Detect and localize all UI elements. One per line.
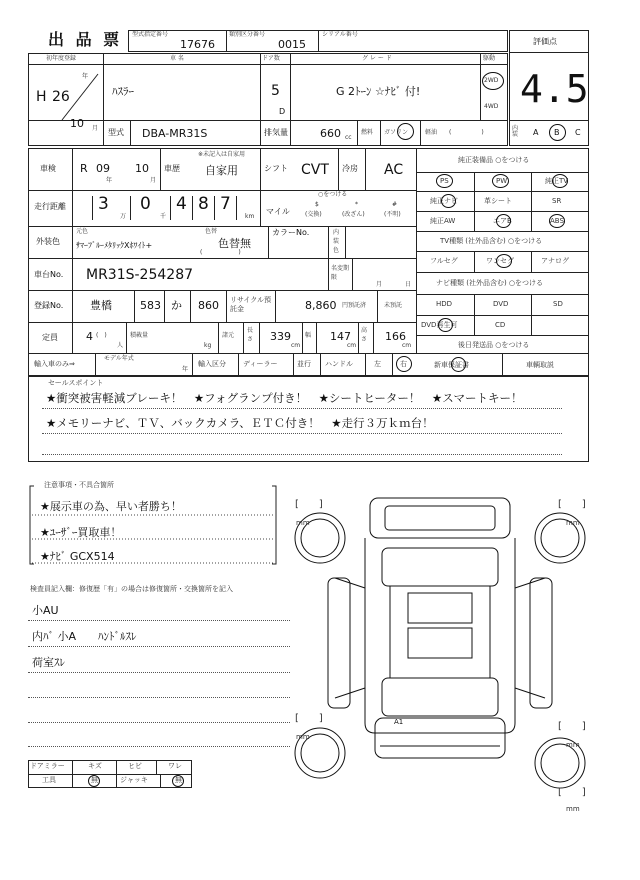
eq-sr: SR — [552, 197, 562, 205]
type-label: 型式 — [108, 128, 124, 137]
grade: G 2ﾄｰﾝ ☆ﾅﾋﾞ 付! — [336, 85, 421, 98]
legend-break: ワレ — [168, 762, 182, 770]
eq-dvd-play: DVD再生可 — [421, 321, 458, 329]
recycle-status: 未預託 — [384, 302, 403, 309]
displacement-label: 排気量 — [264, 128, 288, 137]
mark-a1: A1 — [394, 718, 404, 726]
chassis: MR31S-254287 — [86, 267, 194, 283]
fuel-paren: ( ) — [449, 129, 484, 136]
month-unit: 月 — [92, 125, 99, 132]
usage-note: ※未記入は自家用 — [198, 151, 246, 158]
sales-line2: ★メモリーナビ、ＴＶ、バックカメラ、ＥＴＣ付き！ ★走行３万ｋｍ台！ — [46, 416, 434, 430]
mm-fl: mm — [296, 519, 310, 527]
mileage-d4: 8 — [198, 194, 209, 214]
eq-ps-circle — [436, 174, 453, 188]
eq-abs: ABS — [550, 217, 564, 225]
interior-color-label: 内装色 — [333, 229, 340, 254]
bracket-rr: [ ] — [558, 721, 586, 732]
eq-dvd-play-circle — [438, 318, 453, 332]
serial-label: シリアル番号 — [322, 31, 358, 38]
mm-spare: mm — [566, 805, 580, 813]
recycle-label: リサイクル預託金 — [230, 296, 272, 313]
interior-label: 内装 — [512, 125, 519, 138]
legend-crack: ヒビ — [128, 762, 142, 770]
inspector-line1: 小AU — [32, 604, 59, 617]
exch-sym: $ — [315, 201, 319, 208]
score-value: 4.5 — [520, 67, 589, 111]
doors-label: ドア数 — [262, 55, 280, 62]
car-name: ﾊｽﾗｰ — [112, 85, 134, 98]
circle-note: ○をつける — [318, 191, 348, 198]
mm-fr: mm — [566, 519, 580, 527]
inspect-year: 09 — [96, 162, 110, 175]
drive-2wd: 2WD — [484, 77, 499, 84]
recycle-unit: 円預託済 — [342, 302, 367, 309]
hei-label: 高さ — [361, 327, 368, 343]
mile: マイル — [266, 207, 290, 216]
capacity-paren: ( ) — [96, 332, 107, 339]
fuel-gas-circle — [397, 123, 414, 140]
legend-tools-circle — [88, 775, 100, 787]
eq-airbag-circle — [496, 214, 511, 228]
eq-record: 車輌取説 — [526, 361, 554, 369]
eq-manual: 新車保証書 — [434, 361, 469, 369]
class-no-label: 類別区分番号 — [229, 31, 266, 38]
import-label: 輸入車のみ⇒ — [34, 360, 75, 368]
unk-sym: # — [392, 201, 398, 208]
color-original: ｻﾏｰﾌﾞﾙｰﾒﾀﾘｯｸXﾎﾜｲﾄ+ — [76, 241, 153, 250]
recycle-amount: 8,860 — [305, 299, 337, 312]
door-type: D — [279, 107, 286, 116]
handle-right-circle — [396, 356, 412, 372]
shift-label: シフト — [264, 164, 288, 173]
drive-4wd: 4WD — [484, 103, 499, 110]
color-original-label: 元色 — [76, 228, 89, 235]
shift: CVT — [301, 162, 329, 178]
legend-jack-mark: 無 — [175, 776, 182, 784]
usage-label: 車歴 — [164, 164, 180, 173]
class-no: 0015 — [278, 38, 306, 51]
color-change: 色替無 — [218, 237, 251, 250]
reg-kana: か — [171, 299, 182, 312]
notes-label: 注意事項・不具合箇所 — [44, 481, 114, 489]
eq-leather: 革シート — [484, 197, 512, 205]
unk-label: (不明) — [384, 211, 401, 218]
eq-genuine-tv-circle — [552, 174, 568, 188]
eq-pw: PW — [496, 177, 508, 185]
legend-tools-mark: 無 — [91, 776, 98, 784]
later-label: 後日発送品 ○をつける — [458, 341, 530, 349]
mileage-man: 万 — [120, 213, 127, 220]
capacity-label: 定員 — [42, 333, 58, 342]
handle-right: 右 — [400, 360, 407, 368]
model-year-unit: 年 — [182, 366, 189, 373]
eq-oneseg: ワンセグ — [486, 257, 514, 265]
legend-tools: 工具 — [42, 776, 56, 784]
inspect-month: 10 — [135, 162, 149, 175]
legend-jack: ジャッキ — [120, 776, 148, 784]
legend-scratch: キズ — [88, 762, 102, 770]
eq-cd: CD — [495, 321, 506, 329]
mileage-d2: 0 — [140, 194, 151, 214]
nc-day: 日 — [405, 281, 412, 288]
mileage-d1: 3 — [98, 194, 109, 214]
usage: 自家用 — [205, 164, 238, 177]
len-unit: cm — [291, 342, 301, 349]
name-change-label: 名変期限 — [331, 265, 350, 281]
score-label: 評価点 — [533, 37, 557, 46]
wid-label: 幅 — [305, 332, 312, 339]
nc-month: 月 — [376, 281, 383, 288]
model-year-label: モデル年式 — [104, 355, 134, 362]
dealer: ディーラー — [243, 360, 278, 368]
legend-door-mirror: ドアミラー — [30, 762, 65, 770]
kai-label: (改ざん) — [342, 211, 365, 218]
reg-num: 860 — [198, 299, 219, 312]
inspect-era: R — [80, 162, 88, 175]
eq-airbag: エアB — [493, 217, 512, 225]
chassis-label: 車台No. — [34, 270, 64, 279]
color-label: 外装色 — [36, 237, 60, 246]
inspect-month-unit: 月 — [150, 177, 157, 184]
page-title: 出 品 票 — [48, 30, 123, 49]
legend-jack-circle — [172, 775, 184, 787]
exch-label: (交換) — [305, 211, 322, 218]
hei: 166 — [385, 330, 406, 343]
drive-label: 駆動 — [483, 55, 496, 62]
mileage-sen: 千 — [160, 213, 167, 220]
first-reg-month: 10 — [70, 117, 84, 130]
load-unit: kg — [204, 342, 212, 349]
color-change-label: 色替 — [205, 228, 218, 235]
size-label: 諸元 — [222, 332, 235, 339]
mileage-d5: 7 — [220, 194, 231, 214]
eq-pw-circle — [492, 174, 509, 188]
eq-fullseg: フルセグ — [430, 257, 458, 265]
import-class-label: 輸入区分 — [198, 360, 226, 368]
wid: 147 — [330, 330, 351, 343]
inspect-label: 車検 — [40, 164, 56, 173]
doors: 5 — [271, 83, 280, 99]
date-divider — [60, 72, 100, 122]
eq-manual-circle — [451, 357, 466, 372]
bracket-fr: [ ] — [558, 499, 586, 510]
cc-unit: cc — [345, 134, 352, 141]
car-name-label: 車 名 — [170, 55, 184, 62]
year-unit: 年 — [82, 73, 89, 80]
reg-class: 583 — [140, 299, 161, 312]
first-reg-era: H — [36, 89, 47, 105]
wid-unit: cm — [347, 342, 357, 349]
len-label: 長さ — [247, 327, 254, 343]
bracket-fl: [ ] — [295, 499, 323, 510]
handle-left: 左 — [374, 360, 381, 368]
mileage-km: km — [245, 213, 255, 220]
bracket-spare: [ ] — [558, 787, 586, 798]
ac: AC — [384, 162, 404, 178]
eq-dvd: DVD — [493, 300, 509, 308]
capacity: 4 — [86, 330, 93, 343]
fuel-light: 軽油 — [425, 129, 438, 136]
eq-analog: アナログ — [541, 257, 569, 265]
eq-genuine-aw: 純正AW — [430, 217, 456, 225]
model-no-label: 型式指定番号 — [132, 31, 169, 38]
fuel-label: 燃料 — [361, 129, 374, 136]
inspector-label: 検査員記入欄：修復歴「有」の場合は修復箇所・交換箇所を記入 — [30, 585, 233, 593]
notes-line2: ★ﾕｰｻﾞｰ買取車！ — [40, 526, 122, 539]
parallel: 並行 — [297, 360, 311, 368]
bracket-rl: [ ] — [295, 713, 323, 724]
len: 339 — [270, 330, 291, 343]
inspector-line2: 内ﾊﾞ 小A ﾊﾝﾄﾞﾙｽﾚ — [32, 630, 137, 643]
reg-area: 豊橋 — [90, 299, 112, 312]
drive-2wd-circle — [482, 72, 504, 90]
eq-sd: SD — [553, 300, 563, 308]
ac-label: 冷房 — [342, 164, 358, 173]
first-reg-label: 初年度登録 — [46, 55, 77, 62]
load-label: 積載量 — [130, 332, 149, 339]
interior-b: B — [554, 128, 560, 137]
mm-rr: mm — [566, 741, 580, 749]
hei-unit: cm — [402, 342, 412, 349]
inspect-year-unit: 年 — [106, 177, 113, 184]
genuine-label: 純正装備品 ○をつける — [458, 156, 530, 164]
sales-label: セールスポイント — [48, 379, 104, 387]
tv-label: TV種類 (社外品含む) ○をつける — [440, 237, 543, 245]
mm-rl: mm — [296, 733, 310, 741]
eq-genuine-navi: 純正ナビ — [430, 197, 458, 205]
kai-sym: * — [355, 201, 358, 208]
interior-a: A — [533, 128, 539, 137]
sales-line1: ★衝突被害軽減ブレーキ！ ★フォグランプ付き！ ★シートヒーター！ ★スマートキー！ — [46, 391, 523, 405]
interior-c: C — [575, 128, 581, 137]
handle-label: ハンドル — [325, 360, 353, 368]
capacity-unit: 人 — [117, 342, 124, 349]
eq-hdd: HDD — [436, 300, 453, 308]
car-diagram — [290, 478, 590, 808]
inspector-line3: 荷室ｽﾚ — [32, 656, 65, 669]
displacement: 660 — [320, 127, 341, 140]
color-paren: ( ) — [200, 249, 241, 256]
first-reg-year: 26 — [52, 89, 70, 105]
mileage-d3: 4 — [176, 194, 187, 214]
reg-label: 登録No. — [34, 301, 64, 310]
eq-genuine-navi-circle — [441, 194, 456, 208]
notes-line1: ★展示車の為、早い者勝ち！ — [40, 500, 182, 513]
type: DBA-MR31S — [142, 127, 208, 140]
notes-line3: ★ﾅﾋﾞ GCX514 — [40, 550, 115, 563]
eq-genuine-tv: 純正TV — [545, 177, 569, 185]
eq-oneseg-circle — [496, 254, 512, 268]
navi-label: ナビ種類 (社外品含む) ○をつける — [436, 279, 544, 287]
mileage-label: 走行距離 — [34, 202, 66, 211]
grade-label: グ レ ー ド — [362, 55, 392, 62]
fuel-gas: ガソリン — [384, 129, 409, 136]
interior-b-circle — [549, 124, 566, 141]
eq-ps: PS — [440, 177, 449, 185]
model-no: 17676 — [180, 38, 215, 51]
eq-abs-circle — [549, 214, 565, 228]
color-no-label: カラーNo. — [272, 228, 310, 237]
